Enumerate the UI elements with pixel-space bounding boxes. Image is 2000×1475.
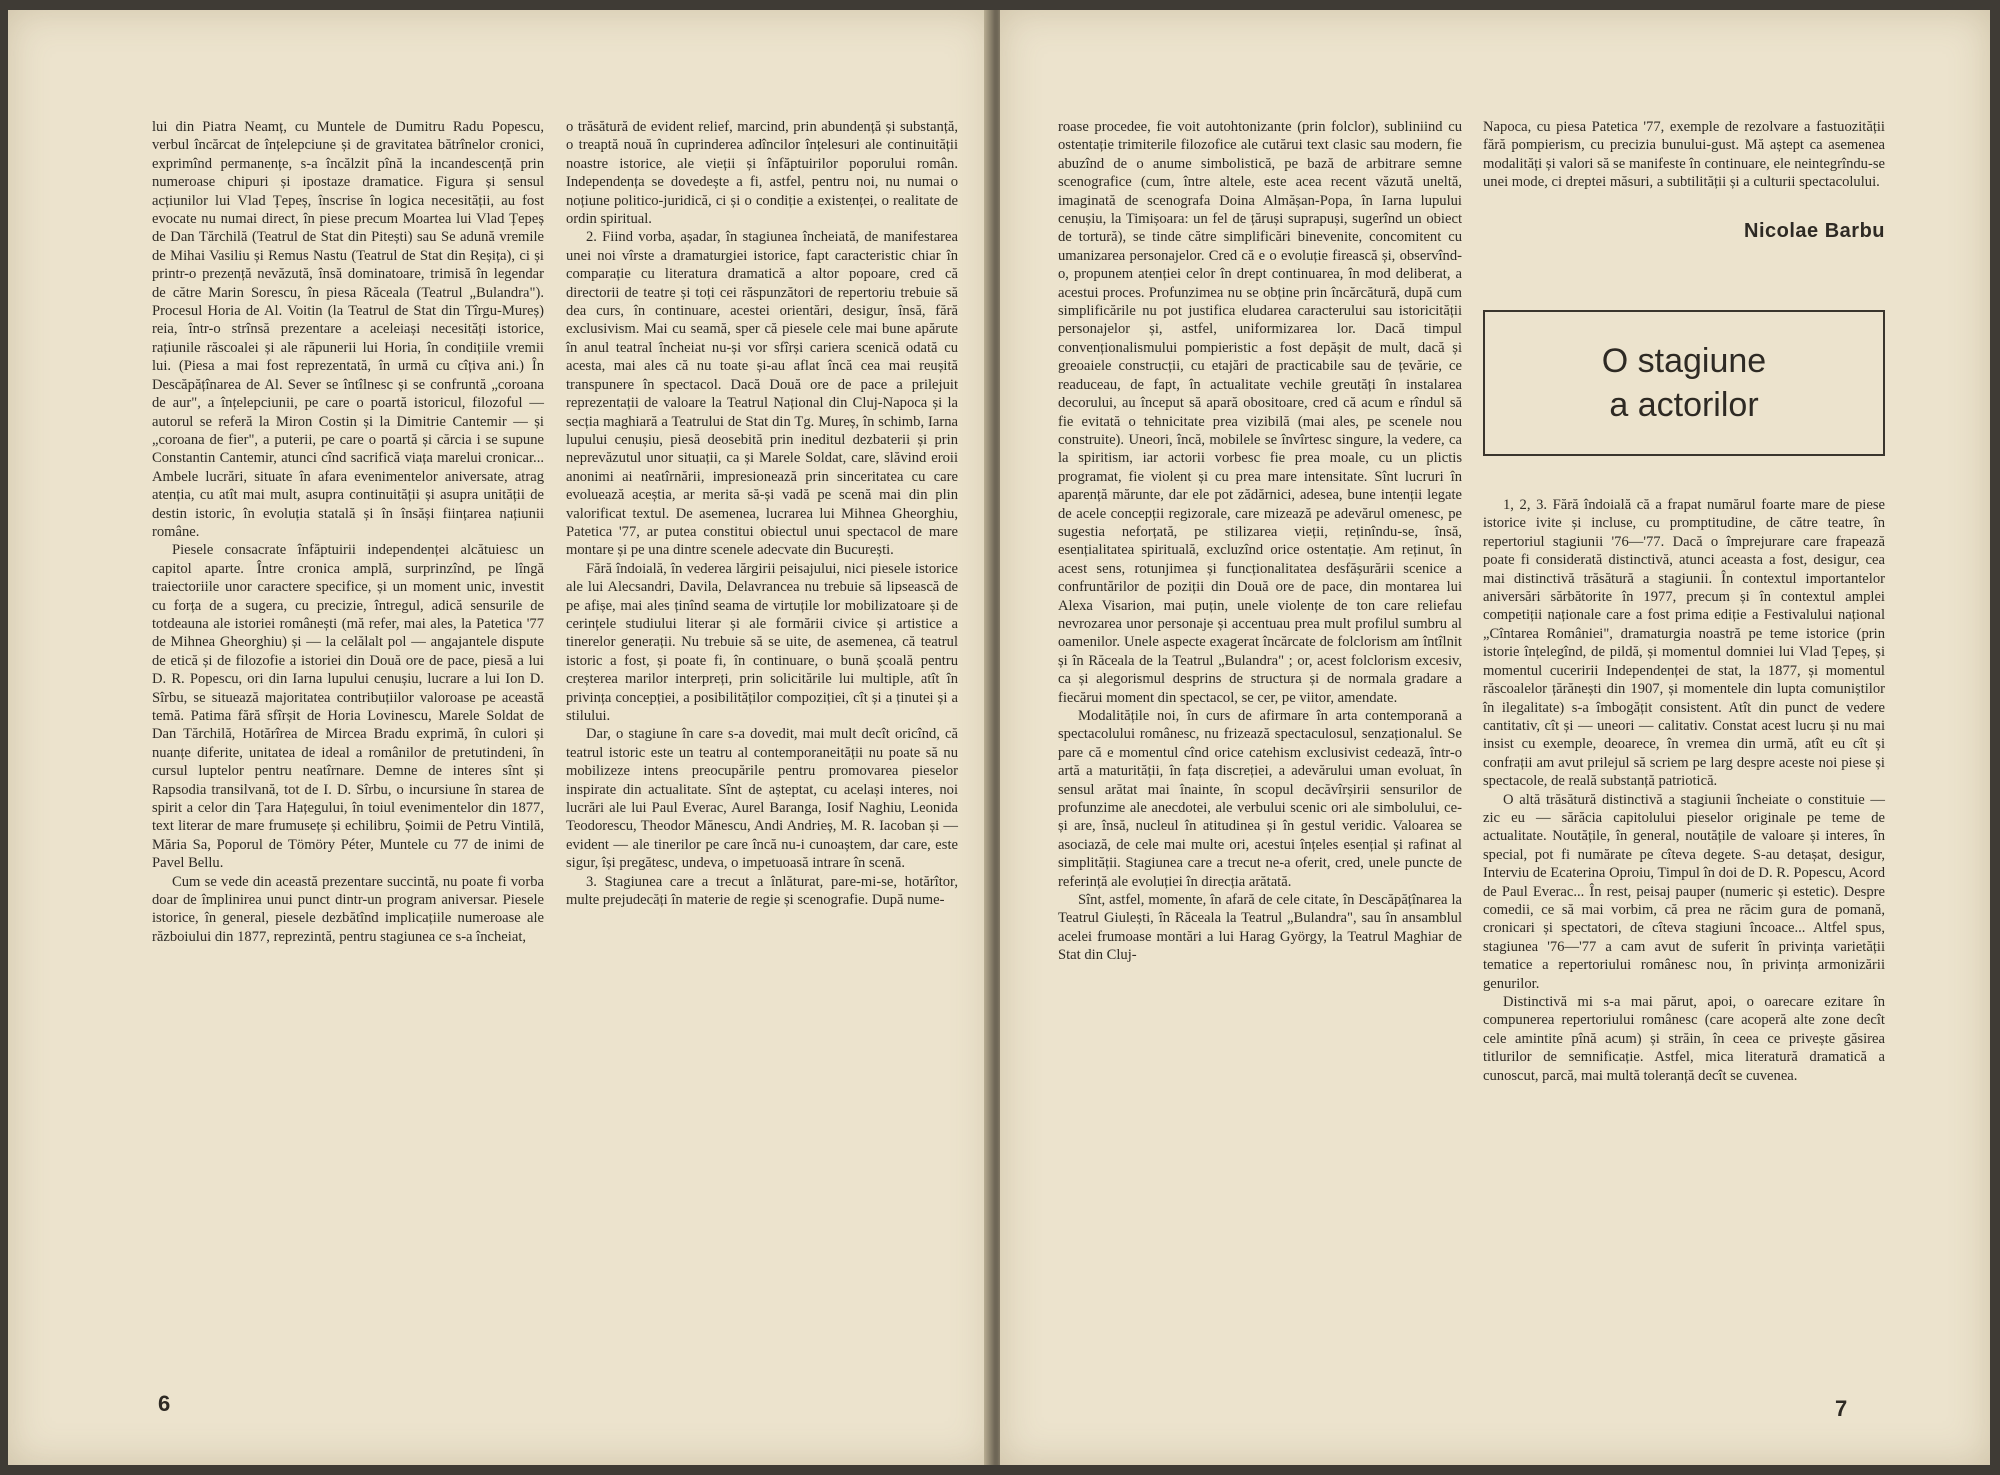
page-number-left: 6: [158, 1391, 171, 1416]
paragraph: Modalitățile noi, în curs de afirmare în arta contemporană a spectacolului românesc, nu frizează spectaculosul, senzaționalul. Se pare că e momentul cînd orice catehism exclusivist cedează, într-o artă a maturității, în fața discreției, a adevărului uman evoluat, în sensul arătat mai înainte, în scopul decăvîrșirii sensurilor de profunzime ale anecdotei, ale verbului scenic ori ale simbolului, ce-și are, însă, nucleul în atitudinea și în gestul veridic. Valoarea se asociază, de cele mai multe ori, acestui înțeles esențial și rafinat al simplității. Stagiunea care a trecut ne-a oferit, cred, unele puncte de referință ale evoluției în direcția arătată.: [1058, 708, 1462, 890]
paragraph: Dar, o stagiune în care s-a dovedit, mai mult decît oricînd, că teatrul istoric este un teatru al contemporaneității nu poate să nu mobilizeze intens preocupările pentru promovarea pieselor inspirate din actualitate. Sînt de așteptat, cu același interes, noi lucrări ale lui Paul Everac, Aurel Baranga, Iosif Naghiu, Leonida Teodorescu, Theodor Mănescu, Andi Andrieș, M. R. Iacoban și — evident — ale tinerilor pe care încă nu-i cunoaștem, dar care, este sigur, își pregătesc, undeva, o impetuoasă intrare în scenă.: [566, 726, 958, 872]
right-page: [1000, 10, 1990, 1465]
paragraph: roase procedee, fie voit autohtonizante (prin folclor), subliniind cu ostentație trimiterile filozofice ale cutărui text clasic sau modern, fie abuzînd de o anume simbolistică, pe bază de arbitrare semne scenografice (cum, între altele, este acea recent văzută uneltă, imaginată de scenografa Doina Almășan-Popa, în Iarna lupului cenușiu, la Timișoara: un fel de țăruși suprapuși, sugerînd un obiect de tortură), se tinde către simplificări binevenite, concomitent cu umanizarea personajelor. Cred că e o evoluție firească și, observînd-o, propunem atenției celor în drept continuarea, în mod deliberat, a acestui proces. Profunzimea nu se obține prin încărcătură, după cum simplificările nu pot justifica eludarea caracterului sau istoricității personajelor și, astfel, uniformizarea lor. Dacă timpul convenționalismului pompieristic a fost depășit de mult, dacă și greoaiele construcții, cu etajări de practicabile sau de țevărie, ce readuceau, de fapt, în actualitate vechile greutăți în instalarea decorului, au început să apară obositoare, cred că acum e rîndul să fie evitată o tehnicitate prea vizibilă (mai ales, pe scenele nou construite). Uneori, încă, mobilele se învîrtesc singure, la vedere, ca la spiritism, iar actorii vorbesc fie prea moale, cu un plictis programat, fie violent și cu prea mare intensitate. Sînt lucruri în aparență mărunte, dar ele pot zădărnici, adesea, bune intenții legate de acele concepții regizorale, care mizează pe adevărul omenesc, pe sugestia neforțată, pe stilizarea vieții, reținîndu-se, însă, esențialitatea spirituală, excluzînd orice ostentație. Am reținut, în acest sens, rotunjimea și funcționalitatea desfășurării scenice a confruntărilor de poziții din Două ore de pace, din montarea lui Alexa Visarion, mai puțin, unele violențe de ton care reliefau nevrozarea unor personaje și accentuau prea mult profilul sumbru al oamenilor. Unele aspecte exagerat încărcate de folclorism am întîlnit și în Răceala de la Teatrul „Bulandra" ; or, acest folclorism excesiv, ca și alegorismul desprins de structura și de normala gradare a fiecărui moment din spectacol, se cer, pe viitor, amendate.: [1058, 119, 1462, 706]
paragraph: Piesele consacrate înfăptuirii independenței alcătuiesc un capitol aparte. Între cronica amplă, surprinzînd, pe lîngă traiectoriile unor caractere specifice, și un moment unic, investit cu forța de a sugera, cu precizie, întregul, adică sensurile de totdeauna ale istoriei românești (mă refer, mai ales, la Patetica '77 de Mihnea Gheorghiu) și — la celălalt pol — angajantele dispute de etică și de filozofie a istoriei din Două ore de pace, piesă a lui D. R. Popescu, ori din Iarna lupului cenușiu, lucrare a lui Ion D. Sîrbu, se situează majoritatea contribuțiilor valoroase pe această temă. Patima fără sfîrșit de Horia Lovinescu, Marele Soldat de Dan Tărchilă, Hotărîrea de Mircea Bradu exprimă, în culori și nuanțe diferite, unitatea de ideal a românilor de pretutindeni, în cursul luptelor pentru neatîrnare. Demne de interes sînt și Rapsodia transilvană, tot de I. D. Sîrbu, o incursiune în starea de spirit a celor din Țara Hațegului, în toiul evenimentelor din 1877, text literar de mare frumusețe și echilibru, Șoimii de Petru Vintilă, Măria Sa, Poporul de Tömöry Péter, Muntele cu 77 de inimi de Pavel Bellu.: [152, 542, 544, 872]
author-signature: Nicolae Barbu: [1744, 219, 1885, 242]
paragraph: Napoca, cu piesa Patetica '77, exemple de rezolvare a fastuozității fără pompierism, cu precizia bunului-gust. Mă aștept ca asemenea modalități și valori să se manifeste în continuare, ele neintegrîndu-se unei mode, ci dreptei măsuri, a subtilității și a culturii spectacolului.: [1483, 119, 1885, 191]
paragraph: 3. Stagiunea care a trecut a înlăturat, pare-mi-se, hotărîtor, multe prejudecăți în materie de regie și scenografie. După nume-: [566, 873, 958, 909]
paragraph: Fără îndoială, în vederea lărgirii peisajului, nici piesele istorice ale lui Alecsandri, Davila, Delavrancea nu trebuie să lipsească de pe afișe, mai ales ținînd seama de virtuțile lor mobilizatoare și de cerințele studiului literar și ale formării civice și artistice a tinerelor generații. Nu trebuie să se uite, de asemenea, că teatrul istoric a fost, și poate fi, în continuare, o bună școală pentru creșterea marilor interpreți, prin solicitările lui multiple, atît în privința concepției, a posibilităților compoziției, cît și a ținutei și a stilului.: [566, 560, 958, 724]
page-number-right: 7: [1835, 1396, 1848, 1421]
paragraph: Sînt, astfel, momente, în afară de cele citate, în Descăpățînarea la Teatrul Giulești, în Răceala la Teatrul „Bulandra", sau în ansamblul acelei frumoase montări a lui Harag György, la Teatrul Maghiar de Stat din Cluj-: [1058, 892, 1462, 964]
article-title-line: a actorilor: [1609, 386, 1759, 425]
article-title-box: [1483, 310, 1885, 456]
paragraph: Cum se vede din această prezentare succintă, nu poate fi vorba doar de împlinirea unui punct dintr-un program aniversar. Piesele istorice, în general, piesele dezbătînd implicațiile numeroase ale războiului din 1877, reprezintă, pentru stagiunea ce s-a încheiat,: [152, 873, 544, 945]
right-column-1: [1058, 118, 1462, 965]
right-column-2: [1483, 118, 1885, 1085]
paragraph: 2. Fiind vorba, așadar, în stagiunea încheiată, de manifestarea unei noi vîrste a dramaturgiei istorice, fapt caracteristic chiar în comparație cu literatura dramatică a altor popoare, cred că directorii de teatre și toți cei răspunzători de repertoriu trebuie să dea curs, în continuare, acestei orientări, desigur, însă, fără exclusivism. Mai cu seamă, sper că piesele cele mai bune apărute în anul teatral încheiat nu-și vor sfîrși cariera scenică odată cu acesta, mai ales că nu toate și-au aflat încă cea mai reușită transpunere în spectacol. Dacă Două ore de pace a prilejuit reprezentații de valoare la Teatrul Național din Cluj-Napoca și la secția maghiară a Teatrului de Stat din Tg. Mureș, în schimb, Iarna lupului cenușiu, piesă deosebită prin ineditul dezbaterii și prin neprevăzutul unor situații, ca și Marele Soldat, care, slăvind eroii anonimi ai neatîrnării, impresionează prin sinceritatea cu care evoluează aceștia, ar merita să-și vadă pe scenă mai din plin valorificat textul. De asemenea, lucrarea lui Mihnea Gheorghiu, Patetica '77, ar putea constitui obiectul unui spectacol de mare montare și pe una dintre scenele adecvate din București.: [566, 229, 958, 559]
paragraph: lui din Piatra Neamț, cu Muntele de Dumitru Radu Popescu, verbul încărcat de înțelepciune și de gravitatea bătrînelor cronici, exprimînd permanențe, s-a încălzit pînă la incandescență prin numeroase chipuri și ipostaze dramatice. Figura și sensul acțiunilor lui Vlad Țepeș, înscrise în logica necesității, au fost evocate nu numai direct, în piese precum Moartea lui Vlad Țepeș de Dan Tărchilă (Teatrul de Stat din Pitești) sau Se adună vremile de Mihai Vasiliu și Remus Nastu (Teatrul de Stat din Reșița), ci și printr-o prezență nevăzută, însă dominatoare, trimisă în legendar de către Marin Sorescu, în piesa Răceala (Teatrul „Bulandra"). Procesul Horia de Al. Voitin (la Teatrul de Stat din Tîrgu-Mureș) reia, într-o strînsă prezentare a aceleiași necesități istorice, rațiunile răscoalei și ale răpunerii lui Horia, în condițiile vremii lui. (Piesa a mai fost reprezentată, în urmă cu cîțiva ani.) În Descăpățînarea de Al. Sever se întîlnesc și se confruntă „coroana de aur", a înțelepciunii, pe care o poartă istoricul, filozoful — autorul se referă la Miron Costin și la Dimitrie Cantemir — și „coroana de fier", a puterii, pe care o poartă și cărcia i se supune Constantin Cantemir, atunci cînd sacrifică viața marelui cronicar... Ambele lucrări, situate în afara evenimentelor aniversate, atrag atenția, cu atît mai mult, asupra continuității și asupra unității de destin istoric, în evoluția statală și în însăși ființarea națiunii române.: [152, 119, 544, 540]
left-column-1: [152, 118, 544, 946]
left-column-2: [566, 118, 958, 909]
paragraph: o trăsătură de evident relief, marcind, prin abundență și substanță, o treaptă nouă în cuprinderea adîncilor înțelesuri ale continuității noastre istorice, ale vieții și înfăptuirilor poporului român. Independența se dovedește a fi, astfel, pentru noi, nu numai o noțiune politico-juridică, ci și o condiție a existenței, o realitate de ordin spiritual.: [566, 119, 958, 228]
paragraph: O altă trăsătură distinctivă a stagiunii încheiate o constituie — zic eu — sărăcia capitolului pieselor originale pe teme de actualitate. Noutățile, în general, noutățile de valoare și interes, în special, pot fi numărate pe cîteva degete. S-au detașat, desigur, Interviu de Ecaterina Oproiu, Timpul în doi de D. R. Popescu, Acord de Paul Everac... În rest, peisaj pauper (numeric și estetic). Despre comedii, ce să mai vorbim, că prea ne răcim gura de pomană, cronicari și spectatori, de cîteva stagiuni încoace... Altfel spus, stagiunea '76—'77 a cam avut de suferit în privința varietății tematice a repertoriului românesc nou, în privința armonizării genurilor.: [1483, 791, 1885, 992]
paragraph: 1, 2, 3. Fără îndoială că a frapat numărul foarte mare de piese istorice ivite și incluse, cu promptitudine, de către teatre, în repertoriul stagiunii '76—'77. Dacă o împrejurare care frapează poate fi considerată distinctivă, atunci aceasta a fost, desigur, cea mai distinctivă trăsătură a stagiunii. În contextul importantelor aniversări sărbătorite în 1977, precum și în contextul amplei competiții naționale care a fost prima ediție a Festivalului național „Cîntarea României", dramaturgia noastră pe teme istorice (prin istorie înțelegînd, de pildă, și momentul domniei lui Vlad Țepeș, și momentul cuceririi Independenței de stat, la 1877, și momentul răscoalelor țărănești din 1907, și momentele din lupta comuniștilor în ilegalitate) s-a îmbogățit consistent. Atît din punct de vedere cantitativ, cît și — uneori — calitativ. Constat acest lucru și nu mai insist cu exemple, deoarece, în vremea din urmă, atît eu cît și confrații am avut prilejul să scriem pe larg despre aceste noi piese și spectacole, de reală substanță patriotică.: [1483, 497, 1885, 790]
article-title-line: O stagiune: [1601, 342, 1767, 381]
left-page: [8, 10, 992, 1465]
paragraph: Distinctivă mi s-a mai părut, apoi, o oarecare ezitare în compunerea repertoriului românesc (care acoperă alte zone decît cele amintite pînă acum) și străin, în ceea ce privește găsirea titlurilor de semnificație. Astfel, mica literatură dramatică a cunoscut, parcă, mai multă toleranță decît se cuvenea.: [1483, 994, 1885, 1084]
